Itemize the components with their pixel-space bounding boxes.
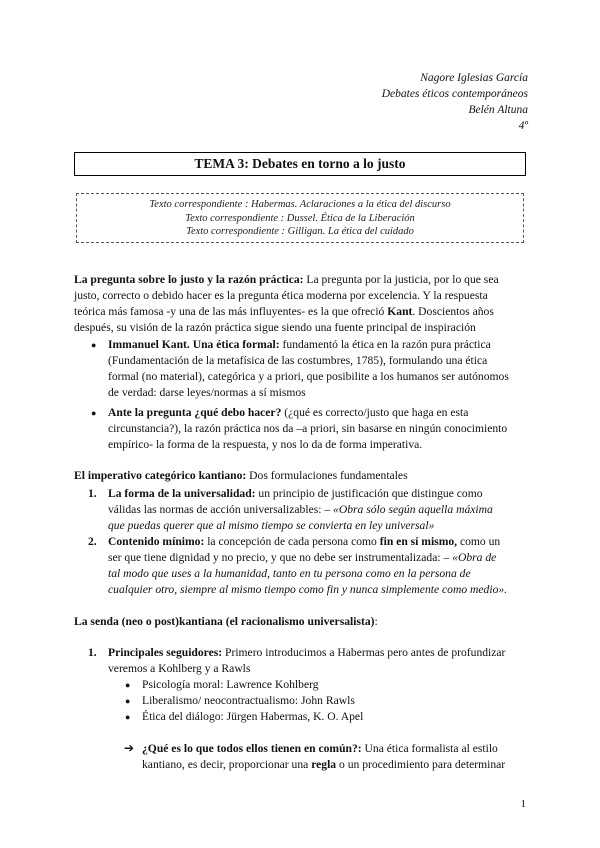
paragraph-line: justo, correcto o debido hacer es la pregunta ética moderna por excelencia. Y la respuesta — [74, 289, 488, 302]
list-number: 2. — [88, 535, 97, 548]
kant-name: Kant — [387, 305, 413, 318]
list-item: La forma de la universalidad: un principio de justificación que distingue como — [108, 487, 483, 500]
topic-number: TEMA 3 — [194, 156, 245, 171]
section-heading-line: La senda (neo o post)kantiana (el racionalismo universalista): — [74, 615, 378, 628]
sub-list-item: Liberalismo/ neocontractualismo: John Rawls — [142, 694, 355, 707]
bullet-icon: ● — [125, 680, 131, 690]
list-item-line: tal modo que uses a la humanidad, tanto en tu persona como en la persona de — [108, 567, 471, 580]
arrow-item-line: kantiano, es decir, proporcionar una regla o un procedimiento para determinar — [142, 758, 506, 771]
text-reference: Texto correspondiente : Gilligan. La ética del cuidado — [186, 226, 414, 237]
list-item-line: cualquier otro, siempre al mismo tiempo como fin y nunca simplemente como medio». — [108, 583, 508, 596]
paragraph-line: La pregunta sobre lo justo y la razón práctica: La pregunta por la justicia, por lo que sea — [74, 273, 499, 286]
list-item: Principales seguidores: Primero introducimos a Habermas pero antes de profundizar — [108, 646, 506, 659]
arrow-icon: ➔ — [124, 741, 135, 755]
list-item-line: empírico- la forma de la respuesta, y nos lo da de forma imperativa. — [108, 438, 423, 451]
texts-reference-box — [76, 193, 524, 243]
sub-list-item: Psicología moral: Lawrence Kohlberg — [142, 678, 319, 691]
text-reference: Texto correspondiente : Dussel. Ética de la Liberación — [185, 212, 415, 224]
list-number: 1. — [88, 646, 97, 659]
page-number: 1 — [520, 798, 526, 810]
list-number: 1. — [88, 487, 97, 500]
section-heading: La senda (neo o post)kantiana (el racionalismo universalista) — [74, 615, 375, 628]
section-heading: El imperativo categórico kantiano: — [74, 469, 247, 482]
list-item-line: de verdad: darse leyes/normas a sí mismos — [108, 386, 306, 399]
paragraph-line: después, su visión de la razón práctica sigue siendo una fuente principal de inspiración — [74, 321, 476, 334]
list-item-line: (Fundamentación de la metafísica de las costumbres, 1785), formulando una ética — [108, 354, 488, 367]
section-heading-line: El imperativo categórico kantiano: Dos formulaciones fundamentales — [74, 469, 408, 482]
list-item: Immanuel Kant. Una ética formal: fundamentó la ética en la razón pura práctica — [108, 338, 491, 351]
list-item-line: circunstancia?), la razón práctica nos da –a priori, sin basarse en ningún conocimiento — [108, 422, 508, 435]
course-year: 4º — [518, 120, 528, 132]
document-header — [382, 70, 528, 134]
topic-title-box — [74, 152, 526, 176]
bullet-icon: ● — [125, 696, 131, 706]
author-name: Nagore Iglesias García — [420, 72, 528, 84]
sub-list-item: Ética del diálogo: Jürgen Habermas, K. O. Apel — [142, 710, 364, 723]
text-reference: Texto correspondiente : Habermas. Aclaraciones a la ética del discurso — [149, 199, 451, 210]
section-heading: La pregunta sobre lo justo y la razón práctica: — [74, 273, 304, 286]
topic-title: : Debates en torno a lo justo — [244, 156, 406, 171]
arrow-item: ¿Qué es lo que todos ellos tienen en común?: Una ética formalista al estilo — [142, 742, 498, 755]
list-item: Contenido mínimo: la concepción de cada persona como fin en sí mismo, como un — [108, 535, 501, 548]
bullet-icon: ● — [91, 408, 97, 418]
course-name: Debates éticos contemporáneos — [381, 88, 528, 100]
list-item-line: que puedas querer que al mismo tiempo se convierta en ley universal» — [108, 519, 435, 532]
paragraph-line: teórica más famosa -y una de las más influyentes- es la que ofreció Kant. Doscientos años — [74, 305, 494, 318]
list-item-line: veremos a Kohlberg y a Rawls — [108, 662, 251, 675]
bullet-icon: ● — [125, 712, 131, 722]
teacher-name: Belén Altuna — [468, 104, 528, 116]
list-item-line: ser que tiene dignidad y no precio, y que no debe ser instrumentalizada: – «Obra de — [108, 551, 497, 564]
bullet-icon: ● — [91, 340, 97, 350]
list-item-line: formal (no material), categórica y a priori, que posibilite a los humanos ser autónomos — [108, 370, 509, 383]
list-item-line: válidas las normas de acción universalizables: – «Obra sólo según aquella máxima — [108, 503, 493, 516]
list-item: Ante la pregunta ¿qué debo hacer? (¿qué es correcto/justo que haga en esta — [108, 406, 469, 419]
